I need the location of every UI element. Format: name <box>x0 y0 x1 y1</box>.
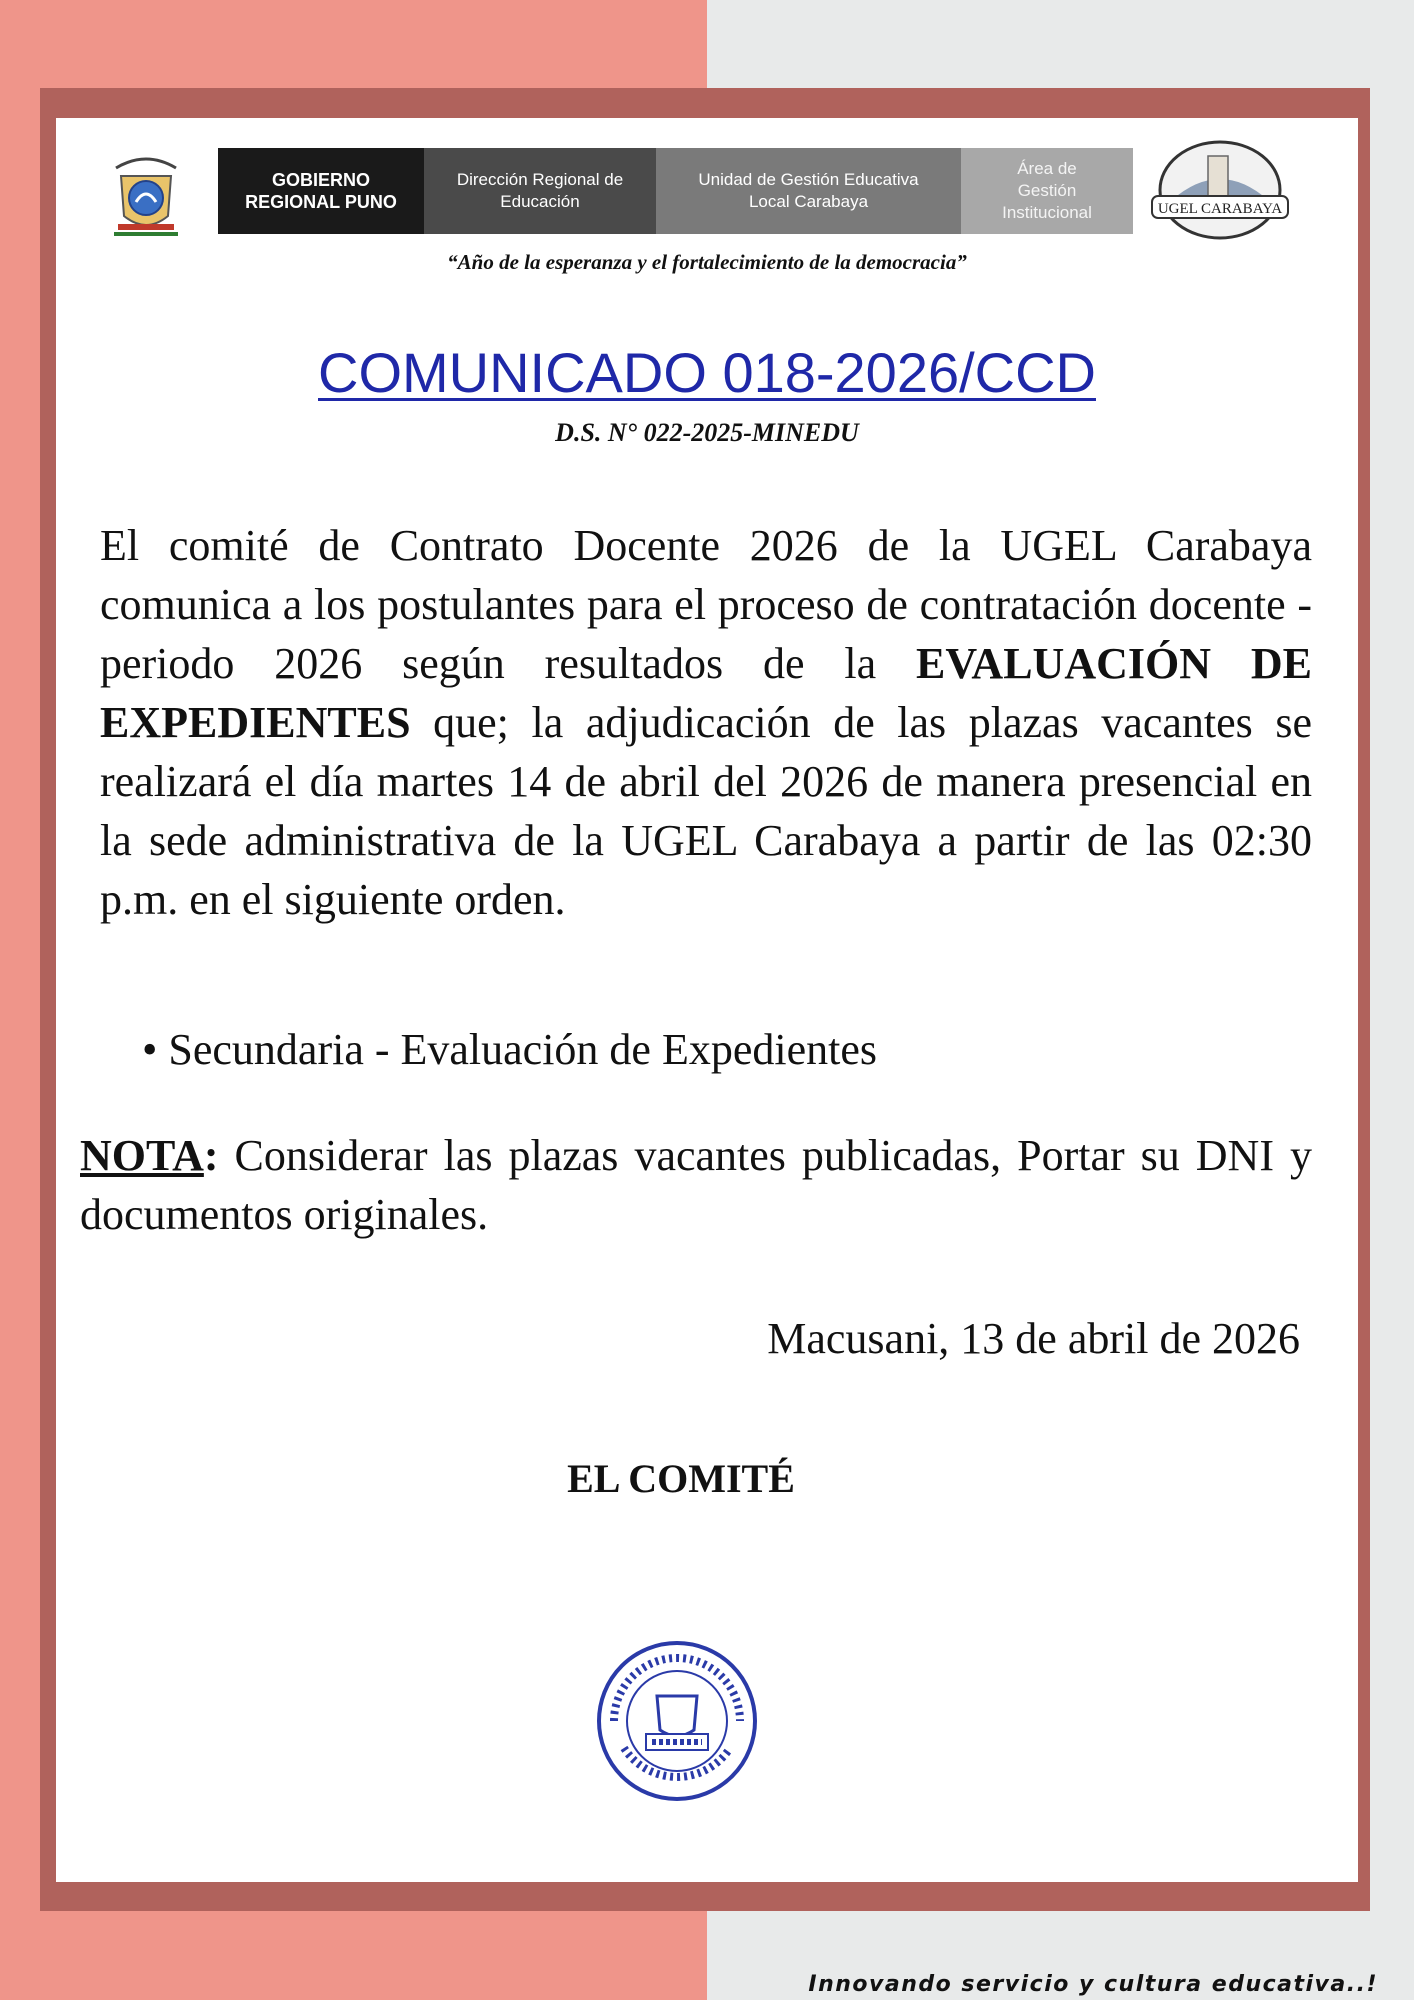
communique-body <box>100 516 1312 929</box>
note-text: Considerar las plazas vacantes publicadas, Portar su DNI y documentos originales. <box>80 1131 1312 1239</box>
regional-government-shield-logo-icon <box>96 146 196 246</box>
government-bar <box>218 148 1133 234</box>
note-colon: : <box>203 1131 219 1180</box>
place-and-date: Macusani, 13 de abril de 2026 <box>767 1314 1300 1363</box>
legal-reference: D.S. N° 022-2025-MINEDU <box>555 418 859 447</box>
letterhead <box>56 118 1358 288</box>
body-text-part1: El comité de Contrato Docente 2026 de la UGEL Carabaya comunica a los postulantes para el proceso de contratación docente - periodo 2026 según resultados de la <box>100 521 1312 688</box>
body-text-bold: EVALUACIÓN DE EXPEDIENTES <box>100 639 1313 747</box>
gov-cell-regional-government: GOBIERNO REGIONAL PUNO <box>218 148 424 234</box>
institutional-motto: “Año de la esperanza y el fortalecimiento de la democracia” <box>447 250 967 274</box>
document-sheet <box>56 118 1358 1882</box>
ugel-carabaya-logo-icon <box>1146 138 1294 250</box>
gov-cell-ugel-carabaya: Unidad de Gestión Educativa Local Carabaya <box>656 148 961 234</box>
gov-cell-regional-education: Dirección Regional de Educación <box>424 148 656 234</box>
bullet-item: • Secundaria - Evaluación de Expedientes <box>142 1025 878 1074</box>
signatory-committee: EL COMITÉ <box>567 1456 795 1501</box>
official-seal-stamp-icon <box>594 1638 760 1804</box>
footer-slogan: Innovando servicio y cultura educativa..! <box>808 1972 1378 1997</box>
communique-title: COMUNICADO 018-2026/CCD <box>318 341 1096 404</box>
note-label: NOTA <box>80 1131 204 1180</box>
body-text-part2: que; la adjudicación de las plazas vacantes se realizará el día martes 14 de abril del 2026 de manera presencial en la sede administrativa de la UGEL Carabaya a partir de las 02:30 p.m. en el siguiente orden. <box>100 698 1312 924</box>
gov-cell-institutional-area: Área de Gestión Institucional <box>961 148 1133 234</box>
svg-text:UGEL CARABAYA: UGEL CARABAYA <box>1157 201 1283 217</box>
note-paragraph <box>80 1126 1312 1244</box>
